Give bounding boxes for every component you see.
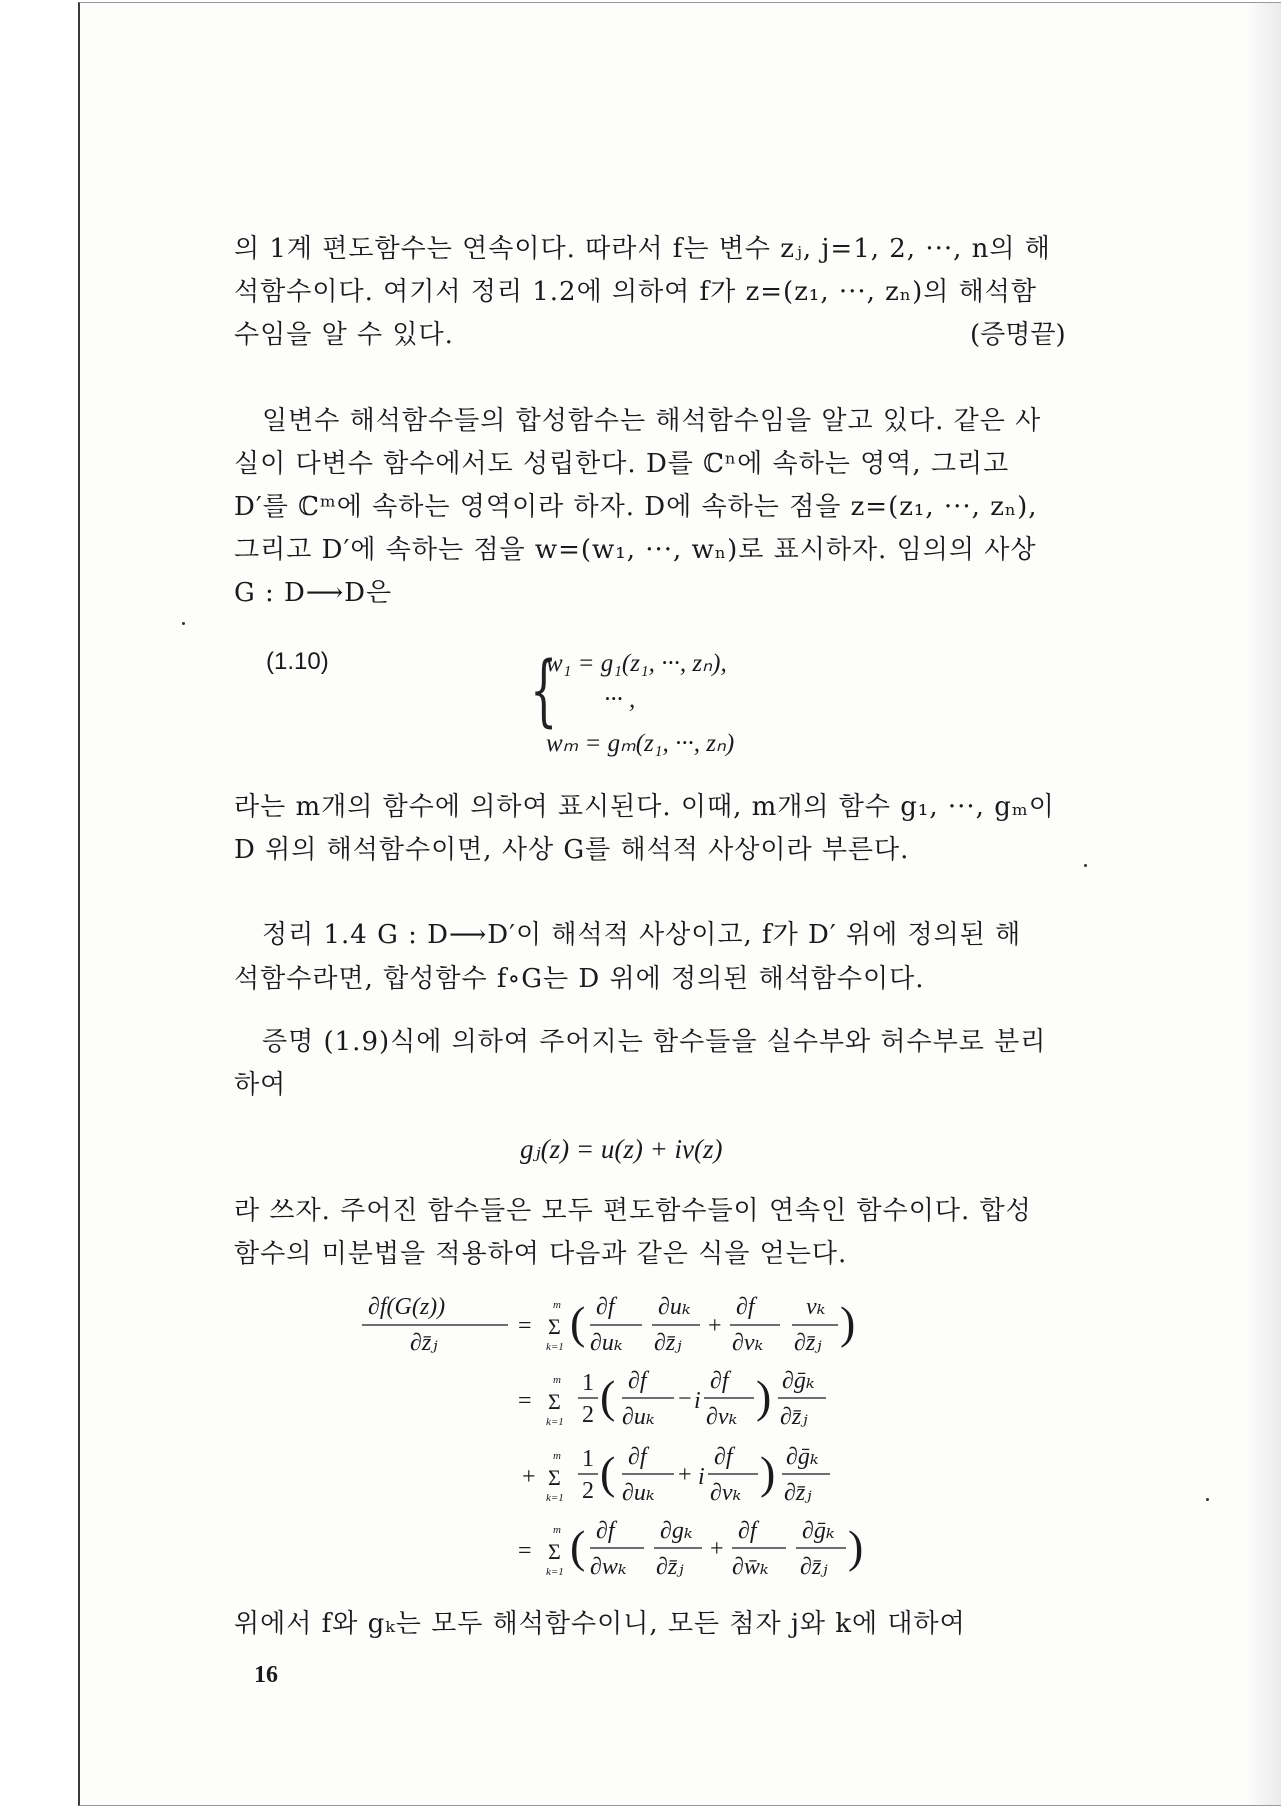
chain-rule-derivation [360, 1288, 980, 1588]
svg-text:∂vₖ: ∂vₖ [732, 1330, 764, 1356]
svg-text:∂ḡₖ: ∂ḡₖ [786, 1444, 819, 1470]
svg-text:∂ḡₖ: ∂ḡₖ [782, 1368, 815, 1394]
svg-text:∂f: ∂f [714, 1444, 733, 1470]
svg-text:m: m [553, 1450, 561, 1462]
text-line: 수임을 알 수 있다. [234, 320, 454, 350]
proof-line: 증명 (1.9)식에 의하여 주어지는 함수들을 실수부와 허수부로 분리 [262, 1027, 1047, 1057]
svg-text:(: ( [570, 1297, 586, 1348]
svg-text:∂f: ∂f [596, 1518, 615, 1544]
sum-sign: Σ [548, 1314, 561, 1339]
svg-text:(: ( [570, 1521, 586, 1572]
svg-text:∂z̄ⱼ: ∂z̄ⱼ [784, 1480, 812, 1506]
svg-text:∂wₖ: ∂wₖ [590, 1554, 627, 1580]
gj-equation: gⱼ(z) = u(z) + iv(z) [520, 1134, 723, 1164]
svg-text:2: 2 [582, 1478, 594, 1504]
svg-text:m: m [553, 1524, 561, 1536]
text-line: 하여 [234, 1070, 287, 1100]
svg-text:∂vₖ: ∂vₖ [710, 1480, 742, 1506]
svg-text:=: = [518, 1388, 532, 1414]
svg-text:(: ( [600, 1371, 616, 1422]
svg-text:(: ( [600, 1447, 616, 1498]
svg-text:+: + [708, 1313, 722, 1339]
system-line: w₁ = g₁(z₁, ···, zₙ), [546, 650, 727, 677]
svg-text:): ) [760, 1447, 776, 1498]
system-line: ··· , [604, 686, 636, 713]
svg-text:Σ: Σ [548, 1465, 561, 1490]
text-line: 라 쓰자. 주어진 함수들은 모두 편도함수들이 연속인 함수이다. 합성 [234, 1196, 1032, 1226]
svg-text:∂ḡₖ: ∂ḡₖ [802, 1518, 835, 1544]
svg-text:k=1: k=1 [546, 1416, 564, 1428]
svg-text:∂f: ∂f [738, 1518, 757, 1544]
svg-text:∂f: ∂f [596, 1294, 615, 1320]
svg-text:∂z̄ⱼ: ∂z̄ⱼ [654, 1330, 682, 1356]
svg-text:k=1: k=1 [546, 1492, 564, 1504]
text-line: 위에서 f와 gₖ는 모두 해석함수이니, 모든 첨자 j와 k에 대하여 [234, 1609, 966, 1639]
svg-text:i: i [698, 1464, 705, 1490]
svg-text:=: = [518, 1538, 532, 1564]
svg-text:vₖ: vₖ [806, 1294, 826, 1320]
svg-text:∂f: ∂f [628, 1368, 647, 1394]
svg-text:∂z̄ⱼ: ∂z̄ⱼ [656, 1554, 684, 1580]
svg-text:∂uₖ: ∂uₖ [622, 1480, 655, 1506]
system-line: wₘ = gₘ(z₁, ···, zₙ) [546, 730, 735, 757]
svg-text:): ) [756, 1371, 772, 1422]
text-line: 석함수이다. 여기서 정리 1.2에 의하여 f가 z=(z₁, ···, zₙ)의 해석함 [234, 277, 1037, 307]
lhs-denominator: ∂z̄ⱼ [410, 1330, 438, 1356]
svg-text:k=1: k=1 [546, 1566, 564, 1578]
svg-text:∂uₖ: ∂uₖ [590, 1330, 623, 1356]
text-line: G : D⟶D은 [234, 578, 393, 608]
eq-sign: = [518, 1313, 532, 1339]
svg-text:∂f: ∂f [736, 1294, 755, 1320]
text-line: 그리고 D′에 속하는 점을 w=(w₁, ···, wₙ)로 표시하자. 임의의 사상 [234, 535, 1037, 565]
svg-text:−: − [678, 1386, 692, 1412]
text-line: 의 1계 편도함수는 연속이다. 따라서 f는 변수 zⱼ, j=1, 2, ···, n의 해 [234, 234, 1051, 264]
svg-text:m: m [553, 1374, 561, 1386]
svg-text:∂w̄ₖ: ∂w̄ₖ [732, 1554, 769, 1580]
page-number: 16 [254, 1662, 278, 1688]
svg-text:∂gₖ: ∂gₖ [660, 1518, 693, 1544]
svg-text:∂z̄ⱼ: ∂z̄ⱼ [794, 1330, 822, 1356]
svg-text:+: + [522, 1464, 536, 1490]
svg-text:Σ: Σ [548, 1539, 561, 1564]
text-line: 실이 다변수 함수에서도 성립한다. D를 ℂⁿ에 속하는 영역, 그리고 [234, 449, 1010, 479]
svg-text:∂uₖ: ∂uₖ [658, 1294, 691, 1320]
text-line: 석함수라면, 합성함수 f∘G는 D 위에 정의된 해석함수이다. [234, 964, 925, 994]
svg-text:Σ: Σ [548, 1389, 561, 1414]
svg-text:): ) [848, 1521, 864, 1572]
svg-text:i: i [694, 1388, 701, 1414]
svg-text:1: 1 [582, 1446, 594, 1472]
text-line: 함수의 미분법을 적용하여 다음과 같은 식을 얻는다. [234, 1239, 848, 1269]
svg-text:∂f: ∂f [710, 1368, 729, 1394]
svg-text:∂z̄ⱼ: ∂z̄ⱼ [780, 1404, 808, 1430]
svg-text:m: m [553, 1299, 561, 1311]
svg-text:): ) [840, 1297, 856, 1348]
svg-text:2: 2 [582, 1402, 594, 1428]
svg-text:+: + [678, 1462, 692, 1488]
svg-text:∂uₖ: ∂uₖ [622, 1404, 655, 1430]
svg-text:1: 1 [582, 1370, 594, 1396]
text-line: 라는 m개의 함수에 의하여 표시된다. 이때, m개의 함수 g₁, ···, gₘ이 [234, 792, 1055, 822]
svg-text:∂vₖ: ∂vₖ [706, 1404, 738, 1430]
text-line: D 위의 해석함수이면, 사상 G를 해석적 사상이라 부른다. [234, 835, 910, 865]
text-line: D′를 ℂᵐ에 속하는 영역이라 하자. D에 속하는 점을 z=(z₁, ···, zₙ), [234, 492, 1038, 522]
end-of-proof: (증명끝) [970, 320, 1066, 350]
lhs-numerator: ∂f(G(z)) [368, 1294, 446, 1320]
equation-label: (1.10) [266, 648, 329, 675]
svg-text:+: + [710, 1536, 724, 1562]
svg-text:k=1: k=1 [546, 1341, 564, 1353]
svg-text:∂f: ∂f [628, 1444, 647, 1470]
left-brace: { [530, 646, 558, 736]
theorem-line: 정리 1.4 G : D⟶D′이 해석적 사상이고, f가 D′ 위에 정의된 해 [262, 920, 1022, 950]
svg-text:∂z̄ⱼ: ∂z̄ⱼ [800, 1554, 828, 1580]
text-line: 일변수 해석함수들의 합성함수는 해석함수임을 알고 있다. 같은 사 [262, 406, 1042, 436]
